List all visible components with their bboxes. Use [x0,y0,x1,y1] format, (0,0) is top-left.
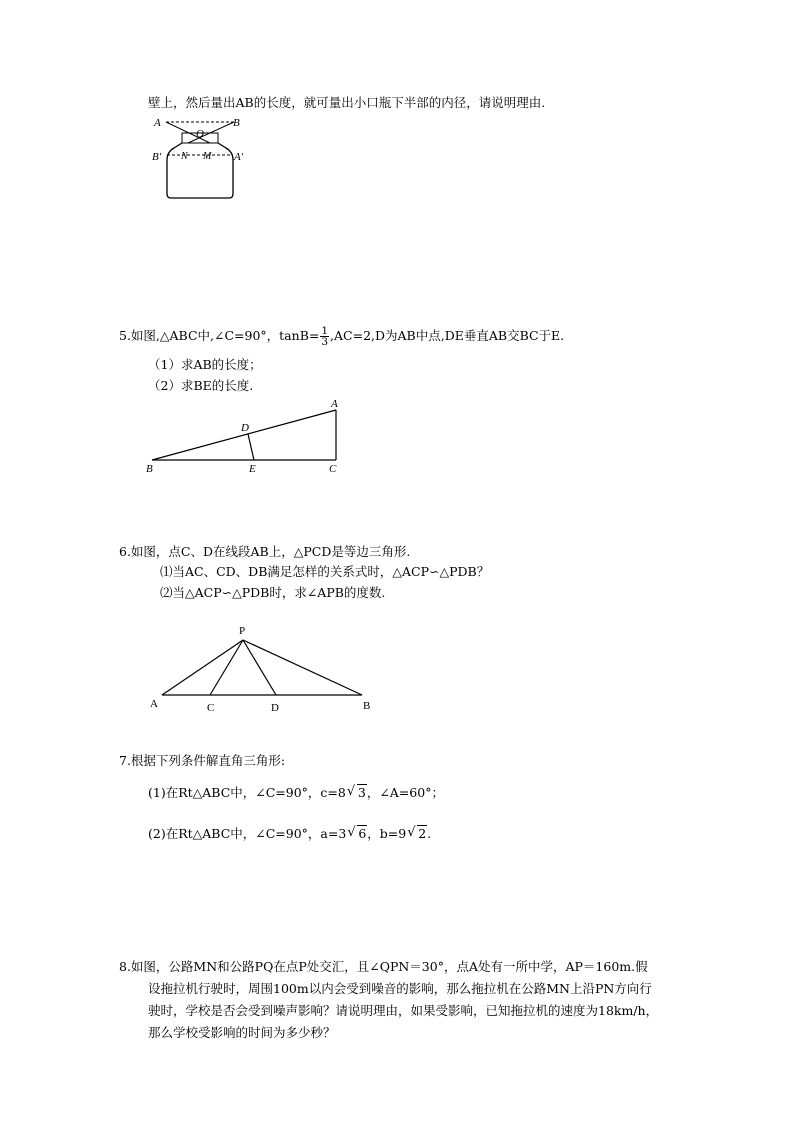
q6-subquestion-2: ⑵当△ACP∽△PDB时，求∠APB的度数. [160,585,386,600]
q5-stem-part2: ,AC=2,D为AB中点,DE垂直AB交BC于E. [330,328,565,343]
q4-text-line: 壁上，然后量出AB的长度，就可量出小口瓶下半部的内径，请说明理由. [148,95,546,110]
q6-label-p: P [239,625,246,637]
q5-stem [119,326,564,347]
q5-label-c: C [329,463,337,475]
q7-sub2-radical-a [348,825,367,843]
q5-subquestion-2: （2）求BE的长度. [148,378,254,393]
q6-label-d: D [271,702,279,714]
q5-stem-part1: 5.如图,△ABC中,∠C=90°，tanB= [119,328,320,343]
q7-sub1-radicand: 3 [357,785,366,800]
q7-sub1-text: (1)在Rt△ABC中，∠C=90°，c=8 [148,785,346,800]
q4-label-a: A [154,117,161,129]
q6-stem: 6.如图，点C、D在线段AB上，△PCD是等边三角形. [119,544,411,559]
q7-subquestion-1 [148,784,444,802]
q4-bottle-figure [150,112,250,202]
q4-label-m: M [203,151,212,162]
q6-subquestion-1: ⑴当AC、CD、DB满足怎样的关系式时，△ACP∽△PDB？ [160,564,490,579]
q6-label-b: B [363,700,371,712]
q7-sub2-radical-b [408,825,427,843]
q8-line-2: 设拖拉机行驶时，周围100m以内会受到噪音的影响，那么拖拉机在公路MN上沿PN方向行 [148,981,652,996]
q4-label-n: N [181,151,188,162]
q5-label-d: D [241,422,249,434]
q4-label-bprime: B′ [152,151,162,163]
q6-segment-pa [162,640,243,695]
q8-line-1: 8.如图，公路MN和公路PQ在点P处交汇，且∠QPN＝30°，点A处有一所中学，AP＝160m.假 [119,959,648,974]
q5-fraction-numerator: 1 [321,325,329,337]
q7-sub2-radicand-b: 2 [418,826,427,841]
q7-subquestion-2 [148,825,431,843]
q7-sub2-mid: ，b=9 [367,826,407,841]
q8-line-3: 驶时，学校是否会受到噪声影响？请说明理由，如果受影响，已知拖拉机的速度为18km/h， [148,1003,659,1018]
q6-label-a: A [150,698,158,710]
q6-label-c: C [207,702,215,714]
q5-subquestion-1: （1）求AB的长度； [148,357,262,372]
q6-triangle-figure [146,620,386,720]
q7-sub2-end: . [427,826,432,841]
q7-stem: 7.根据下列条件解直角三角形: [119,753,286,768]
q5-fraction [320,326,329,347]
q5-label-a: A [331,398,338,410]
q5-label-e: E [249,463,256,475]
q7-sub1-tail: ，∠A=60°； [366,785,444,800]
q5-fraction-denominator: 3 [321,336,329,348]
q4-label-b: B [233,117,240,129]
q7-sub2-radicand-a: 6 [358,826,367,841]
q7-sub1-radical [348,784,367,802]
q4-label-aprime: A′ [234,151,244,163]
q5-segment-de [248,434,254,460]
q4-label-o: O [196,128,204,140]
q8-line-4: 那么学校受影响的时间为多少秒？ [148,1025,336,1040]
q5-label-b: B [146,463,153,475]
q7-sub2-text: (2)在Rt△ABC中，∠C=90°，a=3 [148,826,347,841]
q6-segment-pb [243,640,362,695]
q5-segment-ab [152,410,336,460]
q4-bottle-body [167,143,233,198]
q5-triangle-figure [146,398,346,478]
q6-segment-pc [210,640,243,695]
